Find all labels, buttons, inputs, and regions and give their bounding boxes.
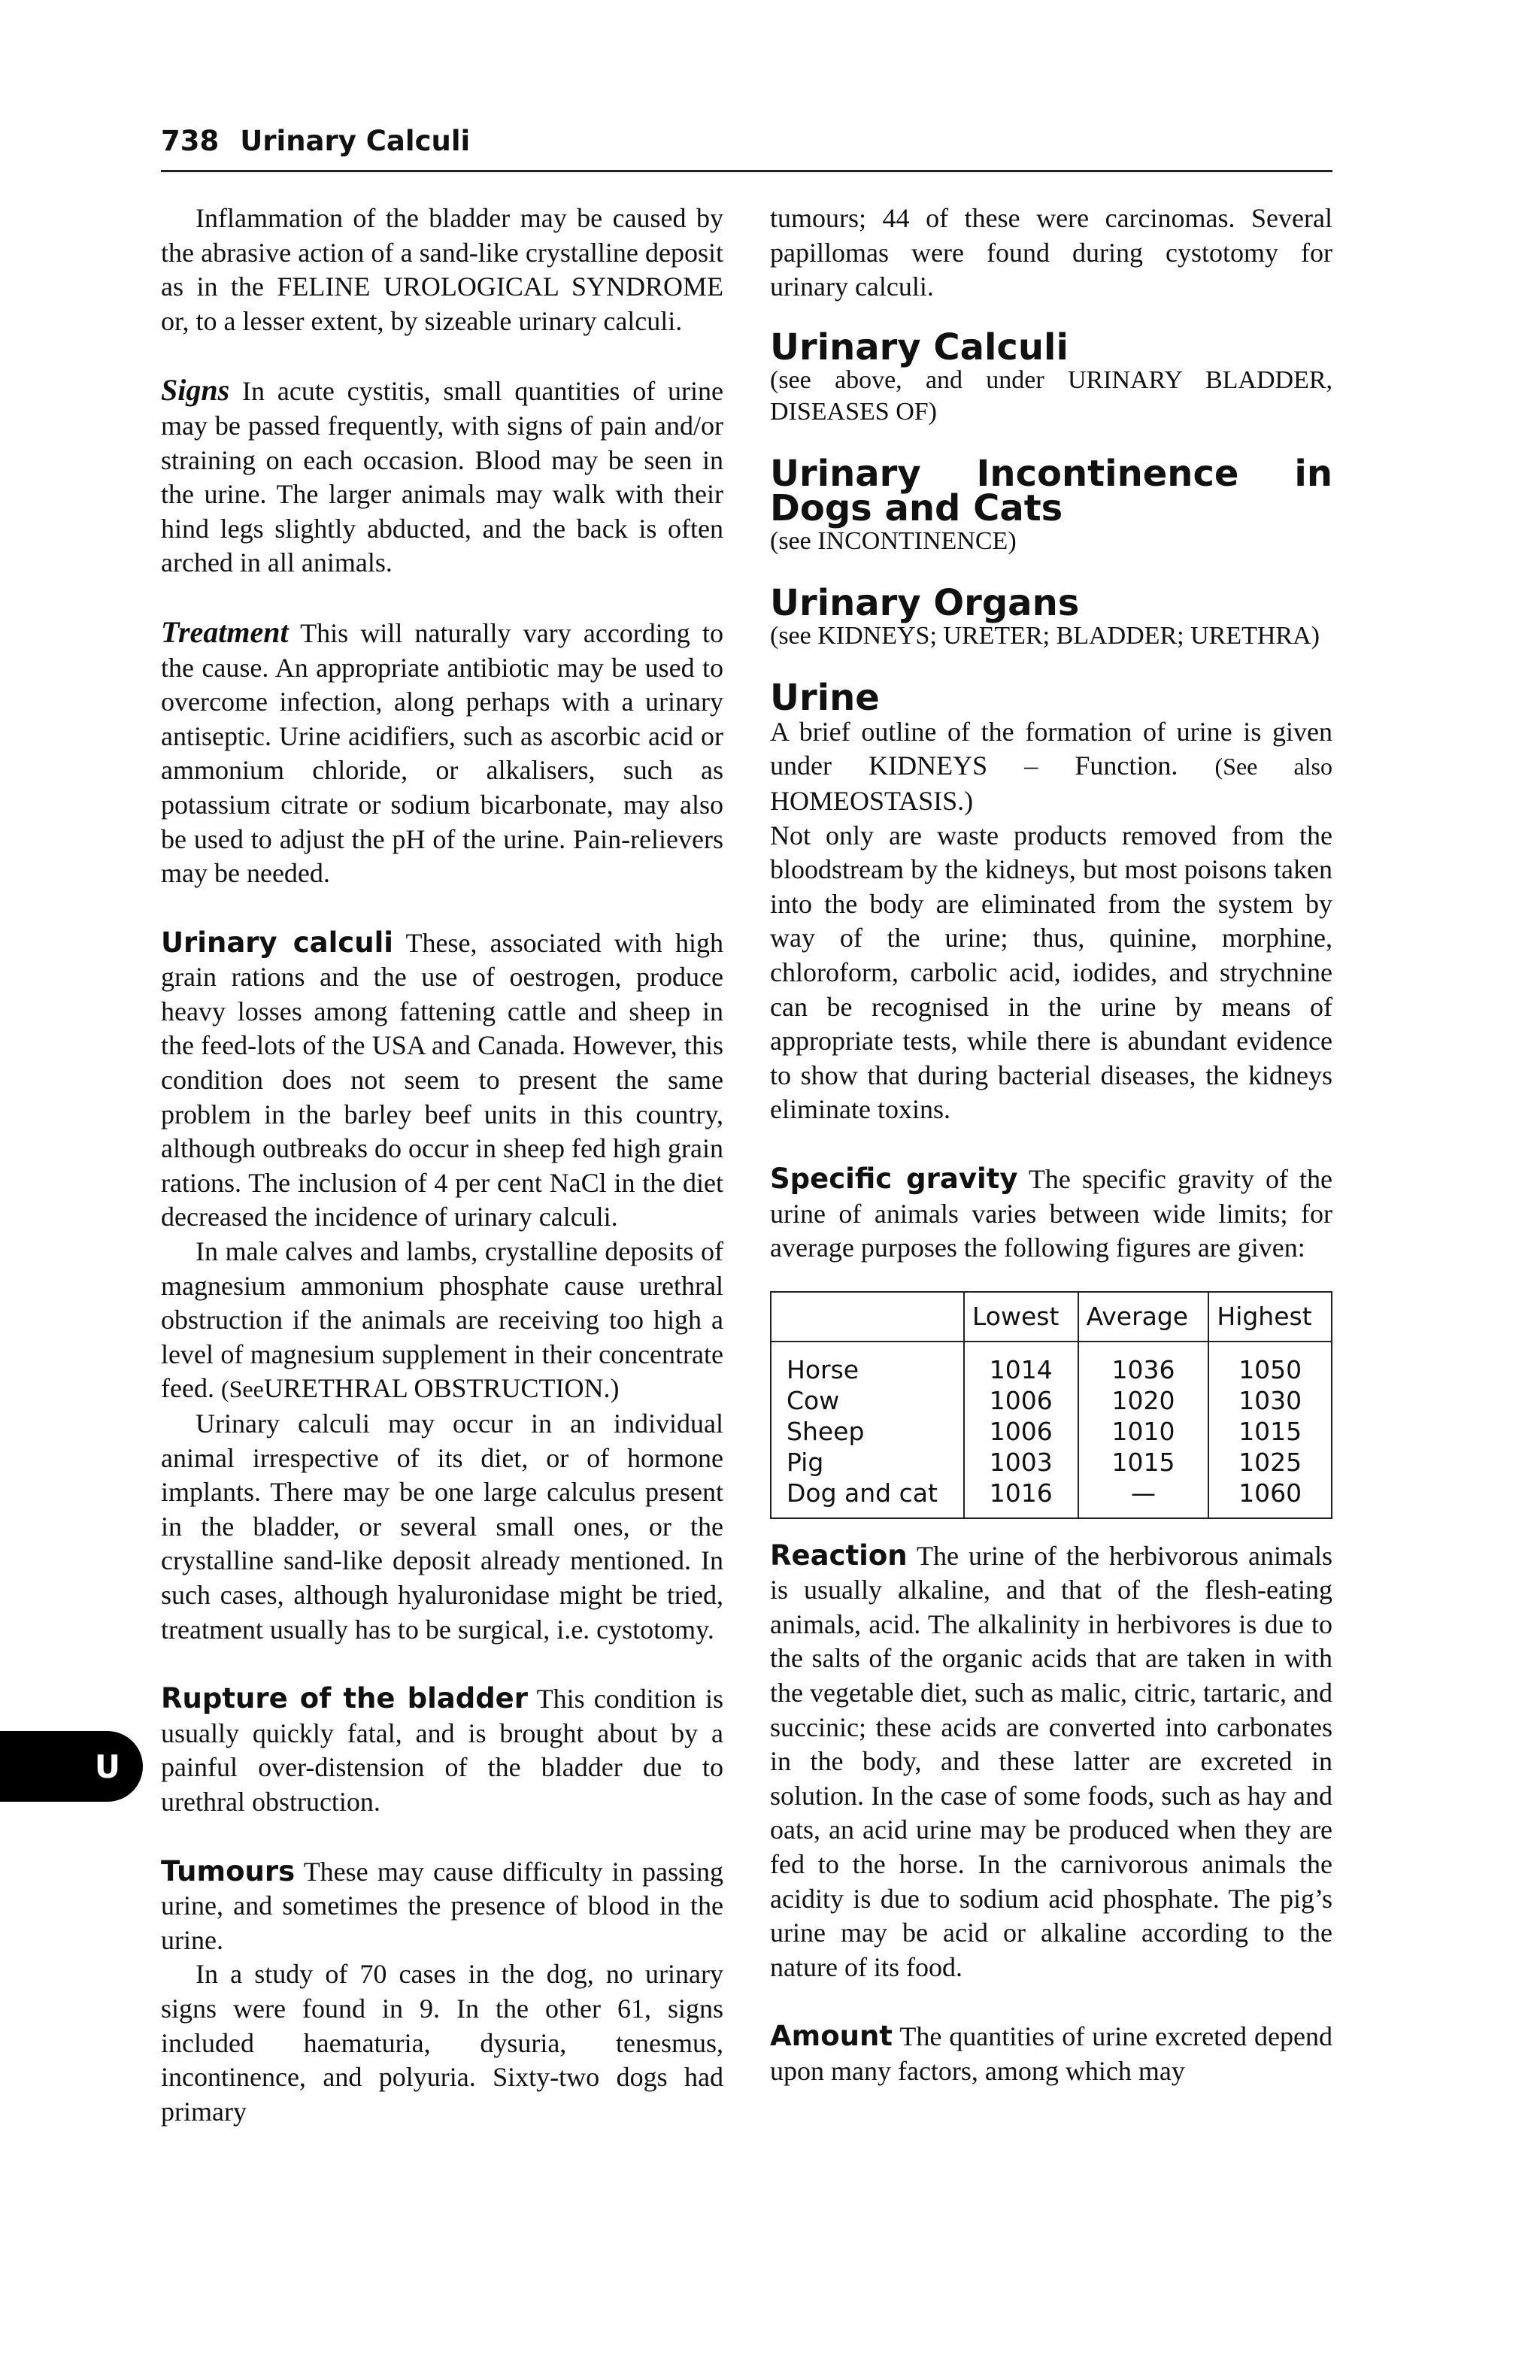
table-cell: Horse (771, 1342, 964, 1385)
tumours-label: Tumours (161, 1854, 296, 1887)
page-number: 738 (161, 125, 220, 157)
signs-paragraph: Signs In acute cystitis, small quantities of urine may be passed frequently, with signs of pain and/or straining on each occasion. Blood may be seen in the urine. The larger animals may walk with their hind legs slightly abducted, and the back is often arched in all animals. (161, 373, 724, 578)
table-cell: 1030 (1208, 1385, 1332, 1416)
reaction-paragraph: Reaction The urine of the herbivorous animals is usually alkaline, and that of the flesh-eating animals, acid. The alkalinity in herbivores is due to the salts of the organic acids that are taken in with the vegetable diet, such as malic, citric, tartaric, and succinic; these acids are converted into carbonates in the body, and these latter are excreted in solution. In the case of some foods, such as hay and oats, an acid urine may be produced when they are fed to the horse. In the carnivorous animals the acidity is due to sodium acid phosphate. The pig’s urine may be acid or alkaline according to the nature of its food. (770, 1539, 1332, 1982)
calculi-paragraph-3: Urinary calculi may occur in an individual animal irrespective of its diet, or of hormone implants. There may be one large calculus present in the bladder, or several small ones, or the crystalline sand-like deposit already mentioned. In such cases, although hyaluronidase might be tried, treatment usually has to be surgical, i.e. cystotomy. (161, 1408, 723, 1645)
urinary-calculi-paragraph: Urinary calculi These, associated with high grain rations and the use of oestrogen, produce heavy losses among fattening cattle and sheep in the feed-lots of the USA and Canada. However, this condition does not seem to present the same problem in the barley beef units in this country, although outbreaks do occur in sheep fed high grain rations. The inclusion of 4 per cent NaCl in the diet decreased the incidence of urinary calculi. (161, 926, 723, 1232)
table-cell: 1003 (964, 1447, 1078, 1478)
table-cell: 1006 (964, 1416, 1078, 1447)
calculi-paragraph-2: In male calves and lambs, crystalline deposits of magnesium ammonium phosphate cause urethral obstruction if the animals are receiving too high a level of magnesium supplement in their concentrate feed. (SeeURETHRAL OBSTRUCTION.) (161, 1236, 723, 1404)
table-header-cell: Average (1078, 1292, 1209, 1342)
cross-reference[interactable]: URETHRAL OBSTRUCTION. (263, 1373, 611, 1404)
table-cell: 1016 (964, 1478, 1078, 1518)
table-header-row (771, 1292, 1332, 1342)
heading-urinary-incontinence: Urinary Incontinence in Dogs and Cats (770, 452, 1332, 529)
table-cell: 1036 (1078, 1342, 1209, 1385)
table-row (771, 1447, 1332, 1478)
see-note: (see KIDNEYS; URETER; BLADDER; URETHRA) (770, 621, 1320, 650)
cross-reference[interactable]: KIDNEYS; URETER; BLADDER; URETHRA (817, 621, 1311, 650)
tumours-paragraph-2: In a study of 70 cases in the dog, no urinary signs were found in 9. In the other 61, signs included haematuria, dysuria, tenesmus, incontinence, and polyuria. Sixty-two dogs had primary (161, 1959, 723, 2127)
table-cell: Dog and cat (771, 1478, 964, 1518)
table-header-cell (771, 1292, 964, 1342)
amount-paragraph: Amount The quantities of urine excreted depend upon many factors, among which may (770, 2020, 1332, 2086)
table-cell: 1020 (1078, 1385, 1209, 1416)
treatment-label: Treatment (161, 614, 289, 649)
section-tab-letter: U (94, 1748, 120, 1785)
table-cell: 1050 (1208, 1342, 1332, 1385)
urinary-calculi-label: Urinary calculi (161, 926, 393, 959)
amount-label: Amount (770, 2020, 893, 2053)
urine-paragraph-2: Not only are waste products removed from the bloodstream by the kidneys, but most poisons taken into the body are eliminated from the system by way of the urine; thus, quinine, morphine, chloroform, carbolic acid, iodides, and strychnine can be recognised in the urine by means of appropriate tests, while there is abundant evidence to show that during bacterial diseases, the kidneys eliminate toxins. (770, 820, 1332, 1125)
table-cell: Pig (771, 1447, 964, 1478)
cross-reference[interactable]: HOMEOSTASIS. (770, 785, 965, 816)
table-cell: 1025 (1208, 1447, 1332, 1478)
section-tab (0, 1731, 143, 1802)
left-column (161, 202, 723, 2129)
table-cell: 1015 (1208, 1416, 1332, 1447)
right-column (770, 202, 1332, 2089)
table-cell: 1014 (964, 1342, 1078, 1385)
header-rule (161, 170, 1332, 172)
rupture-label: Rupture of the bladder (161, 1682, 529, 1715)
heading-urine: Urine (770, 676, 880, 719)
cross-reference[interactable]: FELINE UROLOGICAL SYNDROME (277, 271, 724, 302)
running-head (161, 125, 470, 157)
table-cell: Sheep (771, 1416, 964, 1447)
running-head-title: Urinary Calculi (240, 125, 471, 157)
specific-gravity-paragraph: Specific gravity The specific gravity of the urine of animals varies between wide limits; for average purposes the following figures are given: (770, 1162, 1332, 1263)
signs-label: Signs (161, 373, 230, 408)
table-header-cell: Highest (1208, 1292, 1332, 1342)
table-cell: — (1078, 1478, 1209, 1518)
cross-reference[interactable]: KIDNEYS (869, 750, 988, 781)
specific-gravity-table (770, 1291, 1332, 1519)
cross-reference[interactable]: URINARY BLADDER, DISEASES OF (770, 365, 1333, 426)
specific-gravity-label: Specific gravity (770, 1162, 1018, 1195)
intro-paragraph: Inflammation of the bladder may be caused by the abrasive action of a sand-like crystalline deposit as in the FELINE UROLOGICAL SYNDROME or, to a lesser extent, by sizeable urinary calculi. (161, 203, 724, 336)
see-note: (see INCONTINENCE) (770, 526, 1017, 555)
table-cell: 1006 (964, 1385, 1078, 1416)
table-row (771, 1478, 1332, 1518)
see-note: (see above, and under URINARY BLADDER, DISEASES OF) (770, 365, 1333, 426)
rupture-paragraph: Rupture of the bladder This condition is usually quickly fatal, and is brought about by a painful over-distension of the bladder due to urethral obstruction. (161, 1682, 723, 1817)
reaction-label: Reaction (770, 1539, 908, 1572)
table-cell: 1010 (1078, 1416, 1209, 1447)
table-row (771, 1342, 1332, 1385)
continued-paragraph: tumours; 44 of these were carcinomas. Several papillomas were found during cystotomy for urinary calculi. (770, 203, 1332, 302)
urine-paragraph-1: A brief outline of the formation of urine is given under KIDNEYS – Function. (See also HOMEOSTASIS.) (770, 716, 1333, 816)
tumours-paragraph: Tumours These may cause difficulty in passing urine, and sometimes the presence of blood in the urine. (161, 1854, 723, 1955)
heading-urinary-organs: Urinary Organs (770, 581, 1080, 624)
table-header-cell: Lowest (964, 1292, 1078, 1342)
heading-urinary-calculi: Urinary Calculi (770, 326, 1069, 368)
table-cell: Cow (771, 1385, 964, 1416)
cross-reference[interactable]: INCONTINENCE (817, 526, 1008, 555)
table-row (771, 1385, 1332, 1416)
table-cell: 1015 (1078, 1447, 1209, 1478)
table-cell: 1060 (1208, 1478, 1332, 1518)
table-row (771, 1416, 1332, 1447)
treatment-paragraph: Treatment This will naturally vary according to the cause. An appropriate antibiotic may be used to overcome infection, along perhaps with a urinary antiseptic. Urine acidifiers, such as ascorbic acid or ammonium chloride, or alkalisers, such as potassium citrate or sodium bicarbonate, may also be used to adjust the pH of the urine. Pain-relievers may be needed. (161, 614, 723, 889)
